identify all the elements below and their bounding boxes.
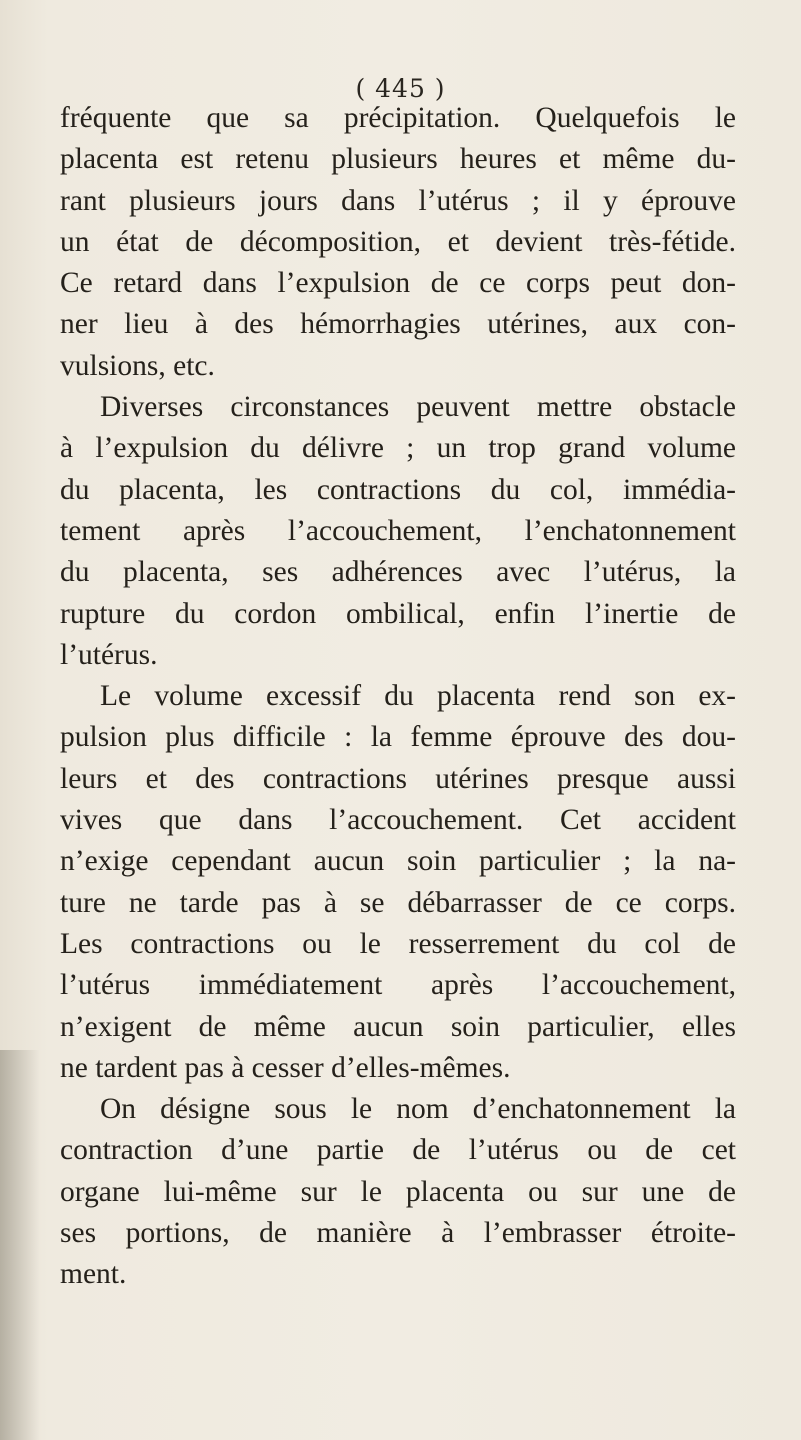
text-line: rupture du cordon ombilical, enfin l’inertie de	[60, 597, 736, 630]
text-line: tement après l’accouchement, l’enchatonnement	[60, 514, 736, 547]
text-line: placenta est retenu plusieurs heures et même du-	[60, 143, 736, 176]
text-line: rant plusieurs jours dans l’utérus ; il y éprouve	[60, 184, 736, 217]
page-number: ( 445 )	[355, 74, 446, 103]
text-line: Les contractions ou le resserrement du col de	[60, 927, 736, 960]
text-line: leurs et des contractions utérines presque aussi	[60, 762, 736, 795]
text-line: un état de décomposition, et devient très-fétide.	[60, 225, 736, 258]
text-line: vulsions, etc.	[60, 349, 215, 382]
text-line: l’utérus.	[60, 638, 158, 671]
text-line: n’exige cependant aucun soin particulier ; la na-	[60, 845, 736, 878]
text-line: n’exigent de même aucun soin particulier, elles	[60, 1010, 736, 1043]
text-line: ne tardent pas à cesser d’elles-mêmes.	[60, 1051, 511, 1084]
page-edge-shadow	[0, 1050, 40, 1440]
text-line: organe lui-même sur le placenta ou sur une de	[60, 1175, 736, 1208]
body-text	[60, 98, 736, 1296]
text-line: On désigne sous le nom d’enchatonnement la	[100, 1093, 736, 1126]
text-line: Diverses circonstances peuvent mettre obstacle	[100, 391, 736, 424]
text-line: ses portions, de manière à l’embrasser étroite-	[60, 1217, 736, 1250]
text-line: fréquente que sa précipitation. Quelquefois le	[60, 102, 736, 134]
text-line: à l’expulsion du délivre ; un trop grand volume	[60, 432, 736, 465]
text-line: du placenta, les contractions du col, immédia-	[60, 473, 736, 506]
text-line: ture ne tarde pas à se débarrasser de ce corps.	[60, 886, 736, 919]
text-line: contraction d’une partie de l’utérus ou de cet	[60, 1134, 736, 1167]
text-line: pulsion plus difficile : la femme éprouve des dou-	[60, 721, 736, 754]
text-line: l’utérus immédiatement après l’accouchement,	[60, 969, 736, 1002]
text-line: ner lieu à des hémorrhagies utérines, aux con-	[60, 308, 736, 341]
text-line: du placenta, ses adhérences avec l’utérus, la	[60, 556, 736, 589]
text-line: ment.	[60, 1258, 127, 1291]
text-line: Le volume excessif du placenta rend son ex-	[100, 680, 736, 713]
text-line: Ce retard dans l’expulsion de ce corps peut don-	[60, 267, 736, 300]
text-line: vives que dans l’accouchement. Cet accident	[60, 804, 736, 837]
